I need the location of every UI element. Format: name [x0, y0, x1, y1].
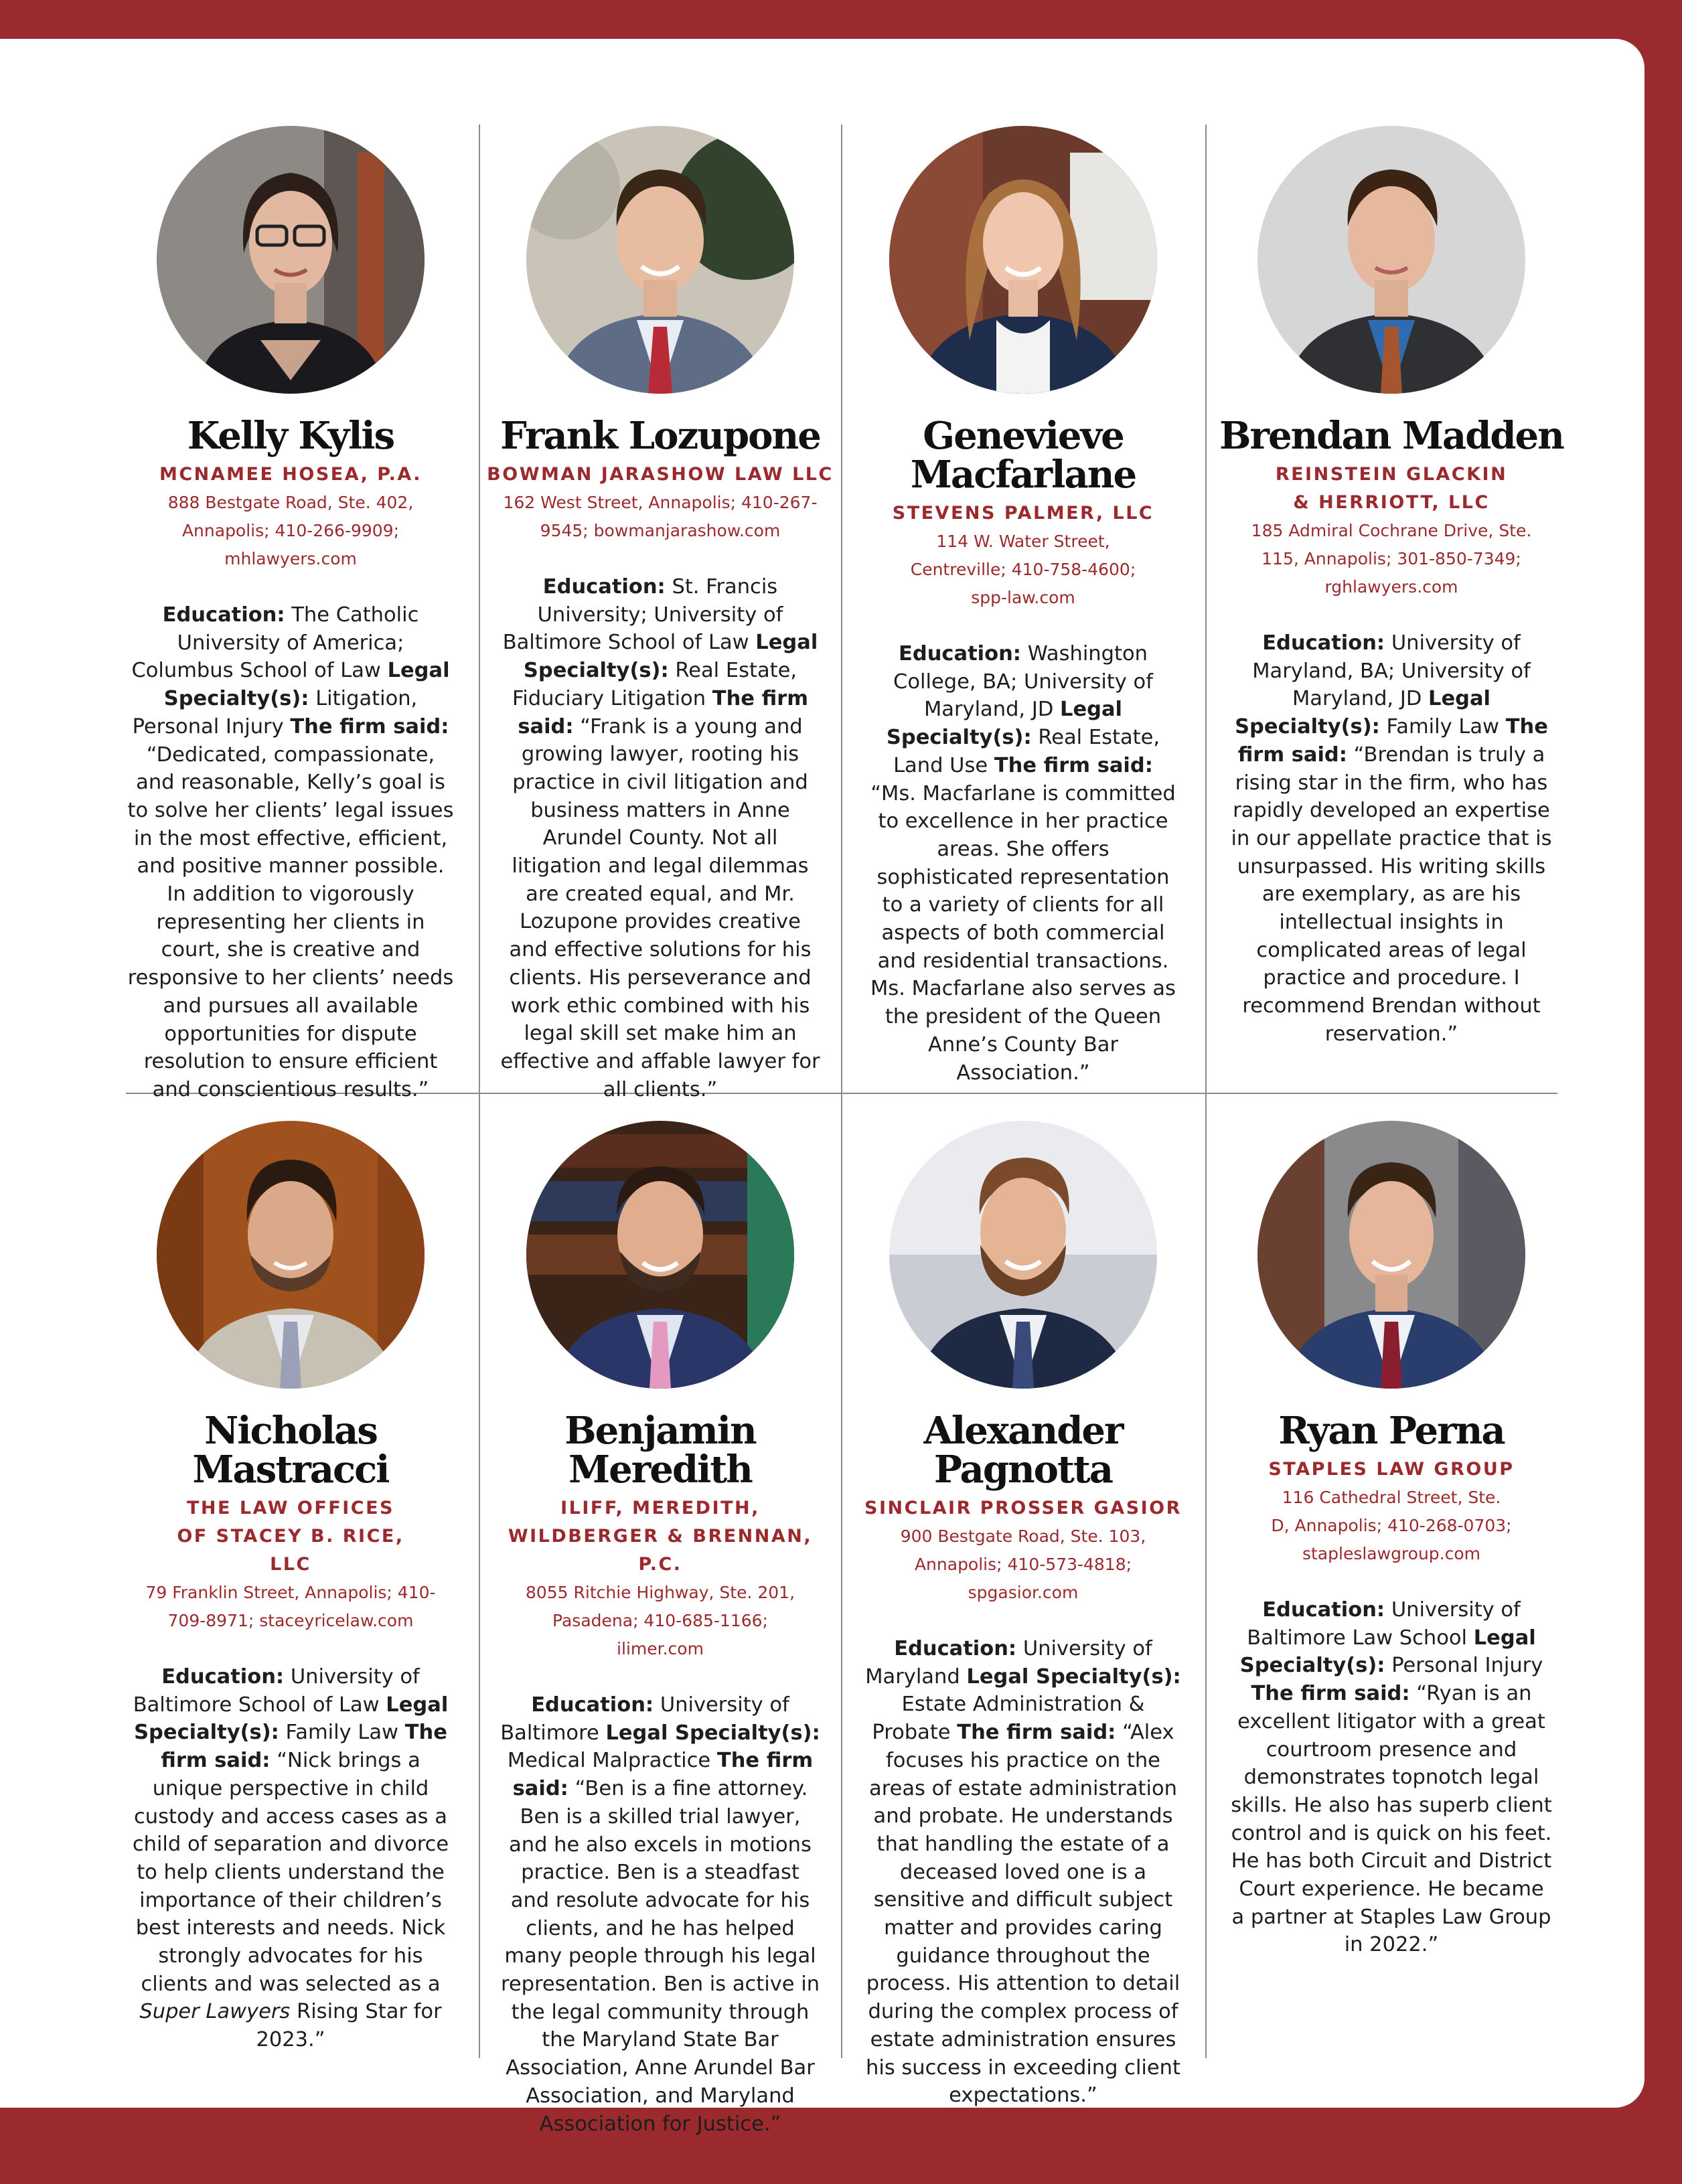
attorney-name: Ryan Perna [1278, 1409, 1505, 1453]
firm-name: STEVENS PALMER, LLC [892, 503, 1154, 524]
firm-said-label: The firm said: [512, 1749, 814, 1801]
specialty-label: Legal Specialty(s): [163, 659, 450, 711]
firm-quote: “Brendan is truly a rising star in the firm, who has rapidly developed an expertise in our appellate practice that is unsurpassed. His writing skills are exemplary, as are his intellectual insights in complicated areas of legal practice and procedure. I recommend Brendan without reservation.” [1231, 743, 1552, 1046]
attorney-bio [486, 573, 834, 1103]
firm-said-label: The firm said: [1251, 1682, 1410, 1706]
firm-name: MCNAMEE HOSEA, P.A. [159, 464, 423, 485]
attorney-card-brendan-madden [1217, 126, 1565, 1048]
attorney-name: Kelly Kylis [187, 414, 394, 458]
specialty-value: Litigation, Personal Injury [132, 687, 418, 738]
attorney-name: Brendan Madden [1219, 414, 1563, 458]
firm-quote: “Nick brings a unique perspective in child custody and access cases as a child of separation and divorce to help clients understand the importance of their children’s best interests and needs. Nick strongly advocates for his clients and was selected as a [132, 1749, 449, 1996]
attorney-photo [889, 126, 1157, 394]
firm-said-label: The firm said: [957, 1721, 1116, 1745]
attorney-name: Alexander Pagnotta [923, 1409, 1123, 1492]
specialty-label: Legal Specialty(s): [523, 631, 818, 683]
specialty-value: Family Law [285, 1721, 398, 1745]
education-value: University of Maryland, BA; University of Maryland, JD [1252, 631, 1531, 711]
firm-quote: “Ms. Macfarlane is committed to excellence in her practice areas. She offers sophisticated representation to a variety of clients for all aspects of both commercial and residential transactions. Ms. Macfarlane also serves as the president of the Queen Anne’s County Bar Association.” [870, 781, 1176, 1085]
attorney-photo [157, 126, 425, 394]
firm-name: BOWMAN JARASHOW LAW LLC [487, 464, 834, 485]
firm-address: 79 Franklin Street, Annapolis; 410-709-8971; staceyricelaw.com [145, 1583, 436, 1630]
attorney-bio [1217, 629, 1565, 1048]
firm-said-label: The firm said: [994, 753, 1153, 777]
attorney-photo [1257, 126, 1525, 394]
specialty-value: Real Estate, Land Use [893, 726, 1160, 777]
attorney-photo [1257, 1121, 1525, 1389]
attorney-name: Benjamin Meredith [564, 1409, 756, 1492]
firm-quote-italic: Super Lawyers [139, 2000, 291, 2024]
specialty-value: Family Law [1386, 715, 1499, 739]
education-label: Education: [1262, 1598, 1385, 1622]
education-label: Education: [162, 603, 285, 627]
attorney-photo [526, 126, 794, 394]
attorney-card-benjamin-meredith [486, 1121, 834, 2138]
education-label: Education: [899, 642, 1021, 666]
attorney-bio [117, 601, 465, 1104]
specialty-label: Legal Specialty(s): [886, 698, 1123, 750]
column-divider [841, 1094, 842, 2058]
education-label: Education: [1262, 631, 1385, 655]
education-value: University of Baltimore School of Law [133, 1665, 420, 1717]
specialty-value: Estate Administration & Probate [872, 1693, 1145, 1745]
education-label: Education: [531, 1693, 654, 1717]
attorney-card-nicholas-mastracci [117, 1121, 465, 2054]
specialty-value: Medical Malpractice [507, 1749, 711, 1773]
specialty-label: Legal Specialty(s): [134, 1693, 449, 1745]
firm-name: REINSTEIN GLACKIN & HERRIOTT, LLC [1275, 464, 1508, 513]
firm-said-label: The firm said: [290, 714, 449, 738]
attorney-card-ryan-perna [1217, 1121, 1565, 1959]
attorney-bio [1217, 1596, 1565, 1959]
education-value: The Catholic University of America; Columbus School of Law [131, 603, 419, 683]
attorney-name: Frank Lozupone [500, 414, 820, 458]
attorney-name: Genevieve Macfarlane [910, 414, 1136, 497]
firm-name: STAPLES LAW GROUP [1268, 1459, 1515, 1480]
firm-quote: “Dedicated, compassionate, and reasonable, Kelly’s goal is to solve her clients’ legal issues in the most effective, efficient, and positive manner possible. In addition to vigorously representing her clients in court, she is creative and responsive to her clients’ needs and pursues all available opportunities for dispute resolution to ensure efficient and conscientious results.” [127, 743, 454, 1101]
firm-quote-end: Rising Star for 2023.” [256, 2000, 442, 2052]
attorney-bio [117, 1663, 465, 2054]
education-value: University of Baltimore [500, 1693, 789, 1745]
education-value: University of Maryland [865, 1637, 1152, 1689]
firm-name: SINCLAIR PROSSER GASIOR [864, 1498, 1182, 1518]
firm-name: ILIFF, MEREDITH, WILDBERGER & BRENNAN, P.C. [508, 1498, 813, 1575]
firm-quote: “Ben is a fine attorney. Ben is a skilled trial lawyer, and he also excels in motions practice. Ben is a steadfast and resolute advocate for his clients, and he has helped many people through his legal representation. Ben is active in the legal community through the Maryland State Bar Association, Anne Arundel Bar Association, and Maryland Association for Justice.” [500, 1777, 820, 2136]
education-value: University of Baltimore Law School [1247, 1598, 1521, 1650]
firm-address: 114 W. Water Street, Centreville; 410-758-4600; spp-law.com [910, 532, 1136, 607]
firm-name: THE LAW OFFICES OF STACEY B. RICE, LLC [177, 1498, 404, 1575]
attorney-bio [486, 1691, 834, 2138]
column-divider [479, 125, 480, 1093]
specialty-value: Real Estate, Fiduciary Litigation [512, 659, 797, 710]
attorney-card-frank-lozupone [486, 126, 834, 1103]
firm-said-label: The firm said: [1237, 715, 1548, 767]
firm-address: 185 Admiral Cochrane Drive, Ste. 115, Annapolis; 301-850-7349; rghlawyers.com [1251, 521, 1532, 597]
attorney-photo [157, 1121, 425, 1389]
specialty-label: Legal Specialty(s): [1239, 1626, 1536, 1678]
attorney-bio [849, 1635, 1197, 2110]
attorney-card-alexander-pagnotta [849, 1121, 1197, 2110]
firm-address: 900 Bestgate Road, Ste. 103, Annapolis; 410-573-4818; spgasior.com [900, 1527, 1146, 1602]
column-divider [479, 1094, 480, 2058]
specialty-label: Legal Specialty(s): [966, 1664, 1181, 1689]
specialty-label: Legal Specialty(s): [605, 1721, 820, 1745]
attorney-bio [849, 640, 1197, 1087]
attorney-photo [526, 1121, 794, 1389]
attorney-card-genevieve-macfarlane [849, 126, 1197, 1087]
education-label: Education: [542, 575, 666, 599]
education-label: Education: [161, 1665, 285, 1689]
firm-quote: “Frank is a young and growing lawyer, rooting his practice in civil litigation and business matters in Anne Arundel County. Not all litigation and legal dilemmas are created equal, and Mr. Lozupone provides creative and effective solutions for his clients. His perseverance and work ethic combined with his legal skill set make him an effective and affable lawyer for all clients.” [500, 714, 820, 1101]
firm-address: 8055 Ritchie Highway, Ste. 201, Pasadena; 410-685-1166; ilimer.com [525, 1583, 795, 1658]
firm-address: 888 Bestgate Road, Ste. 402, Annapolis; 410-266-9909; mhlawyers.com [167, 493, 414, 568]
specialty-value: Personal Injury [1391, 1654, 1543, 1678]
specialty-label: Legal Specialty(s): [1235, 687, 1491, 739]
firm-said-label: The firm said: [518, 686, 809, 738]
education-label: Education: [894, 1637, 1017, 1660]
firm-address: 162 West Street, Annapolis; 410-267-9545; bowmanjarashow.com [503, 493, 818, 540]
column-divider [1205, 125, 1207, 1093]
attorney-name: Nicholas Mastracci [192, 1409, 389, 1492]
attorney-photo [889, 1121, 1157, 1389]
column-divider [1205, 1094, 1207, 2058]
column-divider [841, 125, 842, 1093]
firm-quote: “Alex focuses his practice on the areas of estate administration and probate. He understands that handling the estate of a deceased loved one is a sensitive and difficult subject matter and provides caring guidance throughout the process. His attention to detail during the complex process of estate administration ensures his success in exceeding client expectations.” [866, 1721, 1180, 2108]
education-value: Washington College, BA; University of Maryland, JD [893, 642, 1153, 722]
firm-said-label: The firm said: [161, 1721, 447, 1773]
firm-quote: “Ryan is an excellent litigator with a great courtroom presence and demonstrates topnotch legal skills. He also has superb client control and is quick on his feet. He has both Circuit and District Court experience. He became a partner at Staples Law Group in 2022.” [1231, 1682, 1552, 1957]
attorney-card-kelly-kylis [117, 126, 465, 1104]
education-value: St. Francis University; University of Baltimore School of Law [502, 575, 783, 655]
firm-address: 116 Cathedral Street, Ste. D, Annapolis; 410-268-0703; stapleslawgroup.com [1271, 1488, 1512, 1563]
